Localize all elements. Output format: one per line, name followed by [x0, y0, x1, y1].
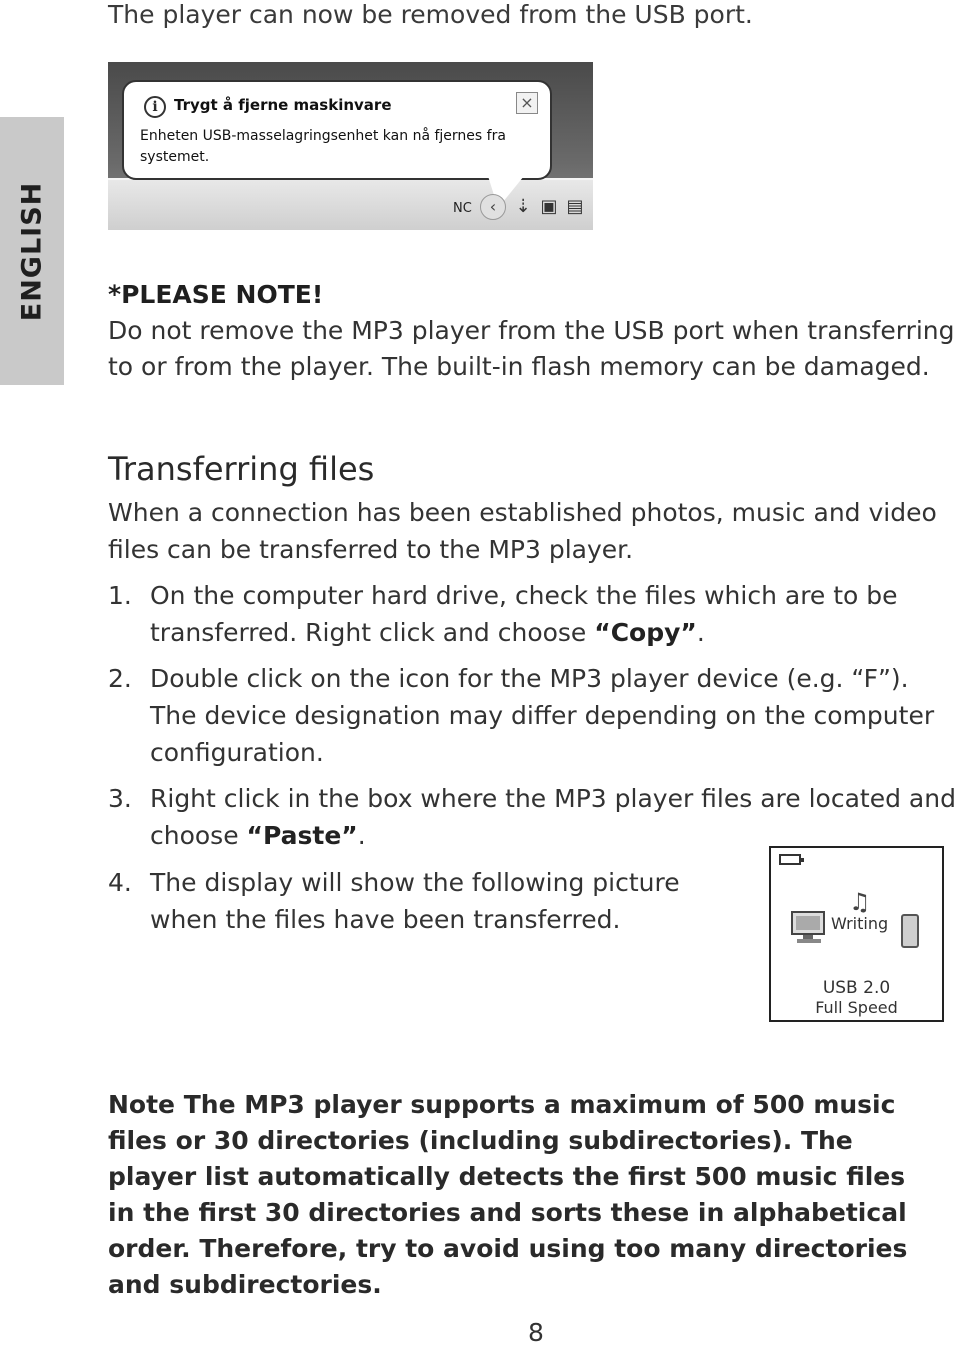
note-label: Note: [108, 1090, 176, 1119]
step-item: 1. On the computer hard drive, check the files which are to be transferred. Right click and choose “Copy”.: [108, 577, 958, 651]
safe-removal-screenshot: [108, 62, 593, 230]
step-bold: “Paste”: [246, 821, 358, 850]
step-item: [108, 660, 958, 771]
section-title: Transferring files: [108, 450, 375, 488]
step-text: Double click on the icon for the MP3 player device (e.g. “F”). The device designation may differ depending on the computer configuration.: [150, 664, 935, 767]
please-note-heading: *PLEASE NOTE!: [108, 280, 324, 309]
usb-version: USB 2.0: [822, 978, 891, 998]
page-number: 8: [528, 1318, 544, 1345]
note-text: The MP3 player supports a maximum of 500 music files or 30 directories (including subdirectories). The player list automatically detects the first 500 music files in the first 30 directories and sorts these in alphabetical order. Therefore, try to avoid using too many directories and subdirectories.: [108, 1090, 908, 1299]
please-note-body: Do not remove the MP3 player from the USB port when transferring to or from the player. The built-in flash memory can be damaged.: [108, 316, 955, 381]
usb-speed: Full Speed: [815, 998, 898, 1017]
close-icon[interactable]: ×: [516, 92, 538, 114]
info-icon: i: [144, 96, 166, 118]
computer-icon: [789, 908, 829, 948]
language-side-tab: [0, 117, 64, 385]
step-number: 3.: [108, 784, 132, 813]
music-note-icon: ♫: [849, 888, 871, 916]
balloon-title: Trygt å fjerne maskinvare: [174, 96, 392, 114]
bottom-note: [108, 1087, 928, 1303]
safely-remove-icon[interactable]: ⇣: [515, 196, 531, 217]
display-status: Writing: [831, 914, 889, 933]
step-item: [108, 864, 708, 938]
notification-balloon: [122, 80, 552, 180]
section-lead: When a connection has been established photos, music and video files can be transferred to the MP3 player.: [108, 498, 937, 564]
step-number: 1.: [108, 581, 132, 610]
step-text: On the computer hard drive, check the files which are to be transferred. Right click and choose: [150, 581, 898, 647]
balloon-text: Enheten USB-masselagringsenhet kan nå fjernes fra systemet.: [140, 128, 506, 165]
monitor-icon[interactable]: ▤: [566, 196, 584, 217]
battery-icon: [779, 854, 801, 865]
step-text: The display will show the following picture when the files have been transferred.: [150, 868, 680, 934]
tray-label: NC: [453, 201, 472, 216]
step-bold: “Copy”: [594, 618, 697, 647]
intro-text: The player can now be removed from the USB port.: [108, 0, 753, 29]
network-icon[interactable]: ▣: [540, 196, 558, 217]
step-text: Right click in the box where the MP3 player files are located and choose: [150, 784, 956, 850]
device-display-image: [769, 846, 944, 1022]
mp3-player-icon: [901, 914, 919, 948]
step-number: 2.: [108, 664, 132, 693]
step-item: 3. Right click in the box where the MP3 player files are located and choose “Paste”.: [108, 780, 958, 854]
language-label: ENGLISH: [16, 181, 48, 321]
step-number: 4.: [108, 868, 132, 897]
chevron-left-icon[interactable]: ‹: [480, 194, 506, 220]
